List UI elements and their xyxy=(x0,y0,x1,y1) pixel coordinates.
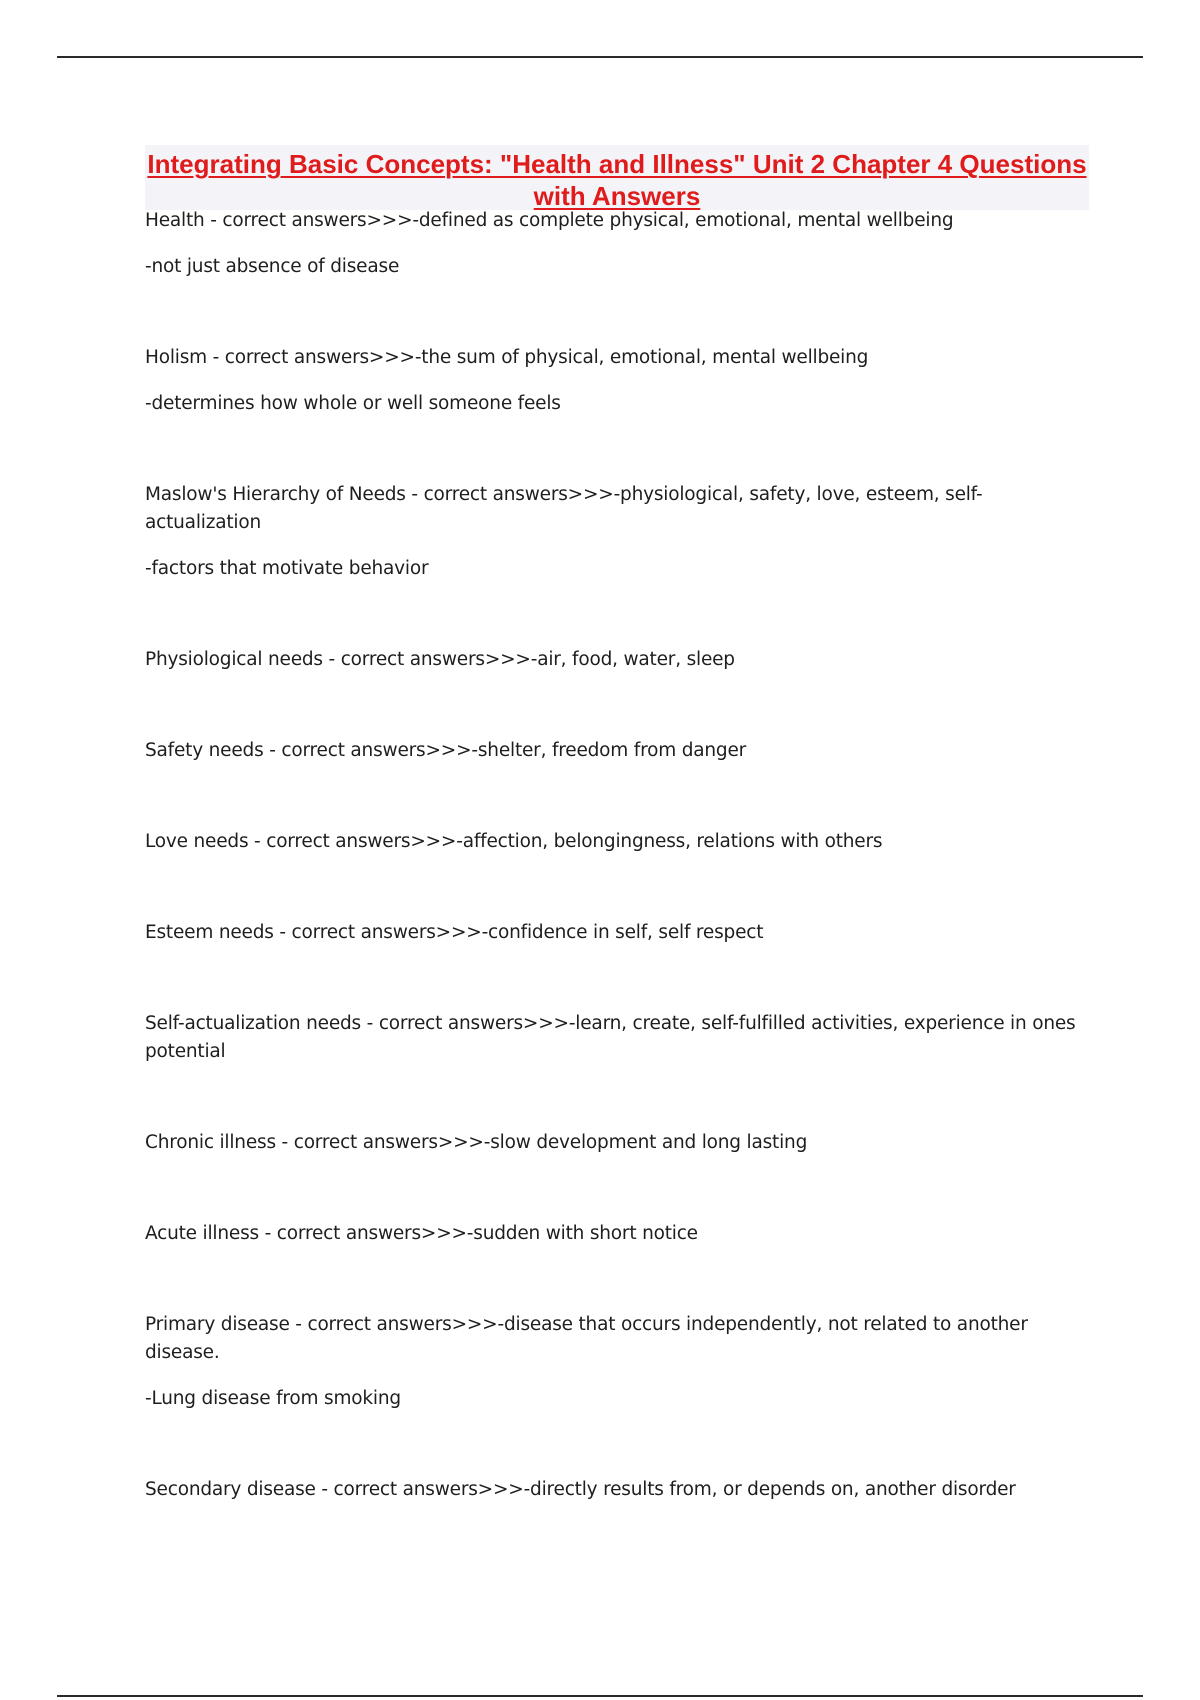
qa-entry-self-actualization xyxy=(145,1010,1090,1066)
title-banner xyxy=(145,145,1089,210)
qa-text: Safety needs - correct answers>>>-shelter, freedom from danger xyxy=(145,740,747,761)
bottom-rule xyxy=(57,1695,1143,1697)
qa-text: Secondary disease - correct answers>>>-directly results from, or depends on, another disorder xyxy=(145,1479,1016,1500)
qa-entry-secondary-disease xyxy=(145,1476,1090,1504)
qa-text: Maslow's Hierarchy of Needs - correct answers>>>-physiological, safety, love, esteem, self-actualization xyxy=(145,484,983,533)
qa-text: Holism - correct answers>>>-the sum of physical, emotional, mental wellbeing xyxy=(145,347,869,368)
qa-text: Love needs - correct answers>>>-affection, belongingness, relations with others xyxy=(145,831,883,852)
qa-entry-chronic-illness xyxy=(145,1129,1090,1157)
qa-text: Self-actualization needs - correct answers>>>-learn, create, self-fulfilled activities, experience in ones potential xyxy=(145,1013,1076,1062)
qa-entry-maslow xyxy=(145,481,1090,583)
qa-text: Physiological needs - correct answers>>>-air, food, water, sleep xyxy=(145,649,735,670)
document-title: Integrating Basic Concepts: "Health and Illness" Unit 2 Chapter 4 Questions with Answers xyxy=(147,149,1087,211)
qa-text: Chronic illness - correct answers>>>-slow development and long lasting xyxy=(145,1132,808,1153)
top-rule xyxy=(57,56,1143,58)
qa-text: Esteem needs - correct answers>>>-confidence in self, self respect xyxy=(145,922,764,943)
qa-entry-safety xyxy=(145,737,1090,765)
qa-entry-acute-illness xyxy=(145,1220,1090,1248)
qa-extra: -not just absence of disease xyxy=(145,256,400,277)
qa-entry-love xyxy=(145,828,1090,856)
qa-list xyxy=(145,207,1090,1504)
qa-extra: -determines how whole or well someone feels xyxy=(145,393,561,414)
qa-extra: -Lung disease from smoking xyxy=(145,1388,401,1409)
qa-entry-physiological xyxy=(145,646,1090,674)
qa-entry-holism xyxy=(145,344,1090,418)
qa-entry-esteem xyxy=(145,919,1090,947)
qa-extra: -factors that motivate behavior xyxy=(145,558,429,579)
qa-entry-health xyxy=(145,207,1090,281)
qa-text: Health - correct answers>>>-defined as complete physical, emotional, mental wellbeing xyxy=(145,210,954,231)
qa-text: Acute illness - correct answers>>>-sudden with short notice xyxy=(145,1223,698,1244)
qa-entry-primary-disease xyxy=(145,1311,1090,1413)
qa-text: Primary disease - correct answers>>>-disease that occurs independently, not related to another disease. xyxy=(145,1314,1028,1363)
